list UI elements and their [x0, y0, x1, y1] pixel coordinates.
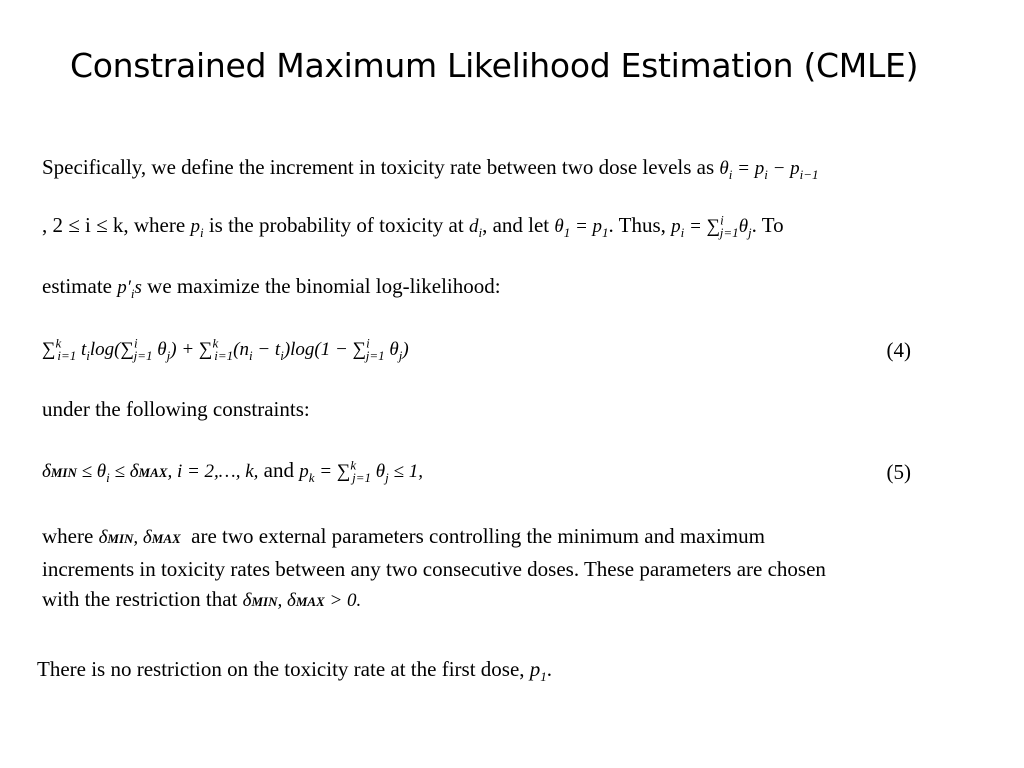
- positivity-constraint-formula: δMIN, δMAX > 0.: [242, 590, 362, 611]
- let-text: , and let: [482, 213, 550, 237]
- pk-formula: $p_k = \sum^k_{j=1}$ $\theta_j \le 1$,: [299, 457, 423, 485]
- maximize-text: we maximize the binomial log-likelihood:: [147, 274, 501, 298]
- thus-text: . Thus,: [608, 213, 666, 237]
- constraint-formula: $\delta MIN \le \theta_i \le \delta MAX$, i = 2,…, k,: [42, 461, 259, 485]
- equation-5-number: (5): [886, 460, 911, 484]
- equation-4-number: (4): [886, 338, 911, 362]
- estimate-text: estimate: [42, 274, 112, 298]
- constraints-intro: under the following constraints:: [42, 397, 310, 421]
- definition-text: Specifically, we define the increment in toxicity rate between two dose levels as: [42, 155, 715, 179]
- period: .: [546, 657, 553, 681]
- explanation-paragraph: [42, 521, 1002, 617]
- theta-definition-formula: $\theta_i = p_i - p_{i-1}$: [719, 158, 819, 182]
- index-range-text: , 2 ≤ i ≤ k, where: [42, 213, 186, 237]
- definition-line-3: [42, 274, 501, 301]
- equation-4: [42, 335, 409, 363]
- paragraph-line-2: increments in toxicity rates between any two consecutive doses. These parameters are chosen: [42, 557, 826, 581]
- first-dose-note-text: There is no restriction on the toxicity rate at the first dose,: [37, 657, 525, 681]
- paragraph-line-1: are two external parameters controlling the minimum and maximum: [191, 524, 766, 548]
- p1-symbol: $p_1$: [529, 657, 547, 685]
- to-text: . To: [751, 213, 784, 237]
- equation-5: [42, 457, 423, 485]
- theta1-formula: $\theta_1 = p_1$: [554, 216, 609, 240]
- first-dose-note: [37, 657, 553, 685]
- definition-line-1: [42, 155, 819, 182]
- slide-title: Constrained Maximum Likelihood Estimation (CMLE): [70, 46, 919, 85]
- definition-line-2: [42, 212, 784, 240]
- p-i-symbol: $p_i$: [190, 216, 204, 240]
- delta-min-max-symbols: δMIN, δMAX: [98, 527, 181, 548]
- paragraph-line-3: with the restriction that: [42, 587, 238, 611]
- log-likelihood-formula: ∑$^k_{i=1}$ $t_i\log(\sum^i_{j=1}$ $\theta_j) + \sum^k_{i=1}(n_i - t_i)\log(1 - \sum^i_{j=1}$ $\theta_j$): [42, 335, 409, 363]
- d-i-symbol: $d_i$: [468, 216, 483, 240]
- where-text: where: [42, 524, 94, 548]
- p-sum-formula: $p_i = \sum^i_{j=1}\theta_j$: [671, 212, 752, 240]
- p-i-prime-symbol: $p'_is$: [117, 277, 142, 301]
- and-text: and: [263, 458, 294, 482]
- probability-text: is the probability of toxicity at: [208, 213, 464, 237]
